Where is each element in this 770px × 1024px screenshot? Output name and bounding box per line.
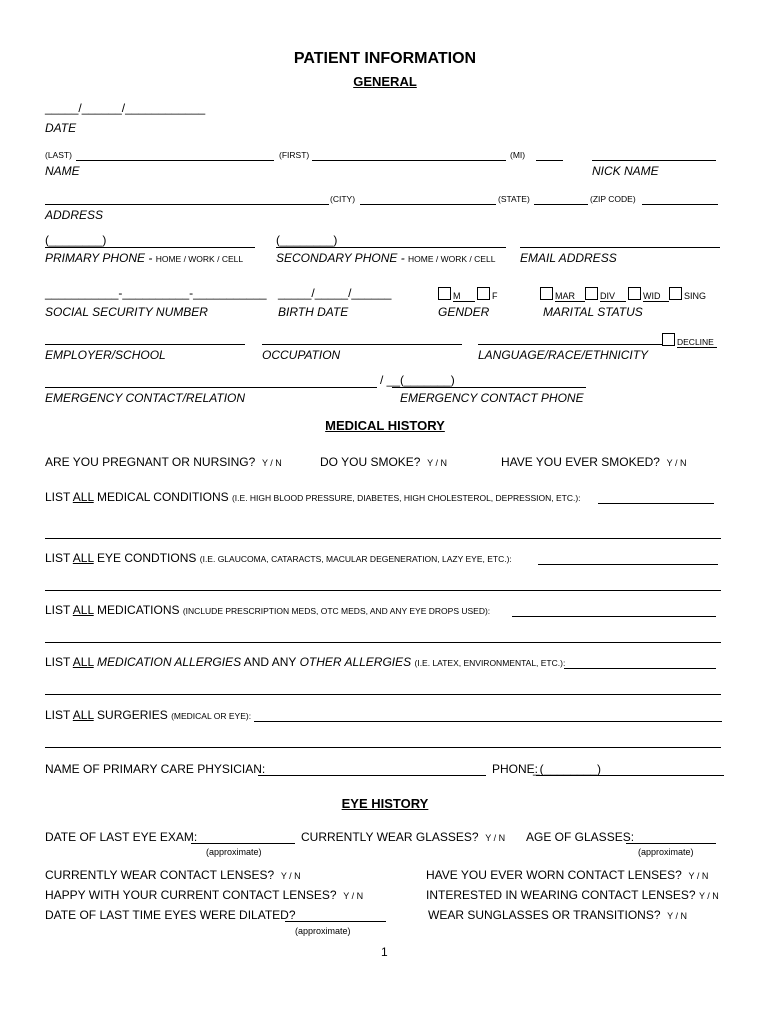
last-exam-approx: (approximate) [206, 847, 262, 857]
mi-hint: (MI) [510, 150, 526, 160]
checkbox-icon[interactable] [540, 287, 553, 300]
primary-phone-label-text: PRIMARY PHONE - [45, 251, 153, 265]
age-glasses-approx: (approximate) [638, 847, 694, 857]
ever-smoked-yn[interactable]: Y / N [666, 458, 687, 468]
marital-div-label: DIV [600, 291, 626, 302]
nickname-label: NICK NAME [592, 164, 659, 178]
sunglasses-question [428, 908, 687, 922]
secondary-phone-area: (________) [276, 233, 338, 247]
primary-phone-options: HOME / WORK / CELL [155, 254, 244, 264]
pcp-field[interactable] [258, 775, 486, 776]
list-word: LIST [45, 490, 71, 504]
first-name-field[interactable] [312, 160, 506, 161]
emergency-phone-label: EMERGENCY CONTACT PHONE [400, 391, 584, 405]
wear-glasses-yn[interactable]: Y / N [485, 833, 506, 843]
happy-contacts-yn[interactable]: Y / N [343, 891, 364, 901]
birth-date-field[interactable]: _____/_____/______ [278, 286, 392, 300]
all-word: ALL [72, 551, 94, 565]
eye-conditions-label: EYE CONDTIONS [97, 551, 197, 565]
dilated-label: DATE OF LAST TIME EYES WERE DILATED? [45, 908, 296, 922]
interested-contacts-yn[interactable]: Y / N [698, 891, 719, 901]
allergies-question [45, 655, 565, 669]
checkbox-icon[interactable] [438, 287, 451, 300]
marital-sing-label: SING [684, 291, 707, 301]
allergies-hint: (I.E. LATEX, ENVIRONMENTAL, ETC.): [414, 658, 566, 668]
zip-field[interactable] [642, 204, 718, 205]
secondary-phone-options: HOME / WORK / CELL [408, 254, 496, 264]
pregnant-text: ARE YOU PREGNANT OR NURSING? [45, 455, 256, 469]
list-word: LIST [45, 655, 71, 669]
city-field[interactable] [360, 204, 496, 205]
happy-contacts-question [45, 888, 363, 902]
surgeries-hint: (MEDICAL OR EYE): [171, 711, 252, 721]
checkbox-icon[interactable] [662, 333, 675, 346]
surgeries-label: SURGERIES [97, 708, 168, 722]
name-label: NAME [45, 164, 80, 178]
marital-mar-option[interactable] [540, 287, 585, 302]
smoke-question [320, 455, 447, 469]
gender-f-option[interactable] [477, 287, 498, 301]
last-name-hint: (LAST) [45, 150, 72, 160]
allergies-field-2[interactable] [45, 694, 721, 695]
birth-date-label: BIRTH DATE [278, 305, 349, 319]
primary-phone-area: (________) [45, 233, 107, 247]
section-general-heading: GENERAL [353, 74, 417, 89]
happy-contacts-text: HAPPY WITH YOUR CURRENT CONTACT LENSES? [45, 888, 337, 902]
medications-question [45, 603, 490, 617]
nickname-field[interactable] [592, 160, 716, 161]
primary-phone-field[interactable] [45, 247, 255, 248]
eye-conditions-hint: (I.E. GLAUCOMA, CATARACTS, MACULAR DEGENERATION, LAZY EYE, ETC.): [199, 554, 512, 564]
last-exam-label: DATE OF LAST EYE EXAM: [45, 830, 198, 844]
occupation-field[interactable] [262, 344, 462, 345]
interested-contacts-text: INTERESTED IN WEARING CONTACT LENSES? [426, 888, 696, 902]
secondary-phone-field[interactable] [276, 247, 506, 248]
marital-sing-option[interactable] [669, 287, 706, 301]
list-word: LIST [45, 708, 71, 722]
date-blank[interactable]: _____/______/____________ [45, 101, 206, 115]
secondary-phone-label-text: SECONDARY PHONE - [276, 251, 405, 265]
marital-wid-option[interactable] [628, 287, 669, 302]
allergies-field[interactable] [564, 668, 716, 669]
date-label: DATE [45, 121, 77, 135]
emergency-phone-field[interactable] [392, 387, 586, 388]
ever-contacts-text: HAVE YOU EVER WORN CONTACT LENSES? [426, 868, 682, 882]
contacts-now-yn[interactable]: Y / N [280, 871, 301, 881]
gender-label: GENDER [438, 305, 490, 319]
email-label: EMAIL ADDRESS [520, 251, 617, 265]
state-field[interactable] [534, 204, 588, 205]
pcp-phone-area: _(________) [533, 762, 602, 776]
conditions-hint: (I.E. HIGH BLOOD PRESSURE, DIABETES, HIGH CHOLESTEROL, DEPRESSION, ETC.): [231, 493, 581, 503]
age-glasses-field[interactable] [626, 843, 716, 844]
first-name-hint: (FIRST) [279, 150, 310, 160]
checkbox-icon[interactable] [477, 287, 490, 300]
eye-conditions-field[interactable] [538, 564, 718, 565]
language-label: LANGUAGE/RACE/ETHNICITY [478, 348, 649, 362]
dilated-field[interactable] [285, 921, 386, 922]
smoke-text: DO YOU SMOKE? [320, 455, 421, 469]
gender-m-option[interactable] [438, 287, 475, 302]
checkbox-icon[interactable] [669, 287, 682, 300]
gender-f-label: F [492, 291, 498, 301]
interested-contacts-question [426, 888, 719, 902]
section-medical-heading: MEDICAL HISTORY [325, 418, 445, 433]
street-field[interactable] [45, 204, 329, 205]
decline-option[interactable] [662, 333, 717, 348]
ssn-label: SOCIAL SECURITY NUMBER [45, 305, 208, 319]
all-word: ALL [72, 603, 94, 617]
list-word: LIST [45, 551, 71, 565]
occupation-label: OCCUPATION [262, 348, 341, 362]
state-hint: (STATE) [498, 194, 530, 204]
conditions-question [45, 490, 581, 504]
checkbox-icon[interactable] [585, 287, 598, 300]
employer-label: EMPLOYER/SCHOOL [45, 348, 166, 362]
emergency-contact-label: EMERGENCY CONTACT/RELATION [45, 391, 246, 405]
surgeries-question [45, 708, 251, 722]
secondary-phone-label [276, 251, 495, 265]
medications-hint: (INCLUDE PRESCRIPTION MEDS, OTC MEDS, AND ANY EYE DROPS USED): [182, 606, 491, 616]
ever-smoked-text: HAVE YOU EVER SMOKED? [501, 455, 660, 469]
mi-field[interactable] [536, 160, 563, 161]
ever-contacts-yn[interactable]: Y / N [688, 871, 709, 881]
marital-div-option[interactable] [585, 287, 626, 302]
last-exam-field[interactable] [191, 843, 295, 844]
medications-field[interactable] [512, 616, 716, 617]
marital-wid-label: WID [643, 291, 669, 302]
wear-glasses-question [301, 830, 505, 844]
emergency-contact-field[interactable] [45, 387, 377, 388]
email-field[interactable] [520, 247, 720, 248]
other-allergies-label: OTHER ALLERGIES [299, 655, 412, 669]
ever-contacts-question [426, 868, 708, 882]
pcp-phone-field[interactable] [536, 775, 724, 776]
marital-status-label: MARITAL STATUS [543, 305, 643, 319]
decline-label: DECLINE [677, 337, 717, 348]
employer-field[interactable] [45, 344, 245, 345]
pregnant-yn[interactable]: Y / N [261, 458, 282, 468]
all-word: ALL [72, 490, 94, 504]
eye-conditions-field-2[interactable] [45, 590, 721, 591]
all-word: ALL [72, 708, 94, 722]
pcp-label: NAME OF PRIMARY CARE PHYSICIAN: [45, 762, 266, 776]
dilated-approx: (approximate) [295, 926, 351, 936]
age-glasses-label: AGE OF GLASSES: [526, 830, 635, 844]
page-number: 1 [381, 945, 388, 959]
wear-glasses-text: CURRENTLY WEAR GLASSES? [301, 830, 479, 844]
zip-hint: (ZIP CODE) [590, 194, 636, 204]
conditions-field-2[interactable] [45, 538, 721, 539]
allergies-and: AND ANY [243, 655, 297, 669]
gender-m-label: M [453, 291, 475, 302]
language-field[interactable] [478, 344, 662, 345]
ssn-field[interactable]: ___________-__________-___________ [45, 286, 267, 300]
conditions-field[interactable] [598, 503, 714, 504]
contacts-now-question [45, 868, 301, 882]
page-title: PATIENT INFORMATION [293, 50, 477, 67]
surgeries-field-2[interactable] [45, 747, 721, 748]
sunglasses-yn[interactable]: Y / N [667, 911, 688, 921]
contacts-now-text: CURRENTLY WEAR CONTACT LENSES? [45, 868, 275, 882]
medications-label: MEDICATIONS [97, 603, 180, 617]
emergency-phone-area: / __(_______) [380, 373, 455, 387]
conditions-label: MEDICAL CONDITIONS [97, 490, 229, 504]
pregnant-question [45, 455, 282, 469]
list-word: LIST [45, 603, 71, 617]
eye-conditions-question [45, 551, 512, 565]
surgeries-field[interactable] [254, 721, 722, 722]
city-hint: (CITY) [330, 194, 356, 204]
sunglasses-text: WEAR SUNGLASSES OR TRANSITIONS? [428, 908, 661, 922]
marital-mar-label: MAR [555, 291, 585, 302]
all-word: ALL [72, 655, 94, 669]
address-label: ADDRESS [45, 208, 104, 222]
checkbox-icon[interactable] [628, 287, 641, 300]
last-name-field[interactable] [76, 160, 274, 161]
allergies-label: MEDICATION ALLERGIES [97, 655, 242, 669]
medications-field-2[interactable] [45, 642, 721, 643]
pcp-phone-label: PHONE: [492, 762, 539, 776]
smoke-yn[interactable]: Y / N [427, 458, 447, 468]
section-eye-heading: EYE HISTORY [341, 796, 429, 811]
primary-phone-label [45, 251, 243, 265]
ever-smoked-question [501, 455, 686, 469]
